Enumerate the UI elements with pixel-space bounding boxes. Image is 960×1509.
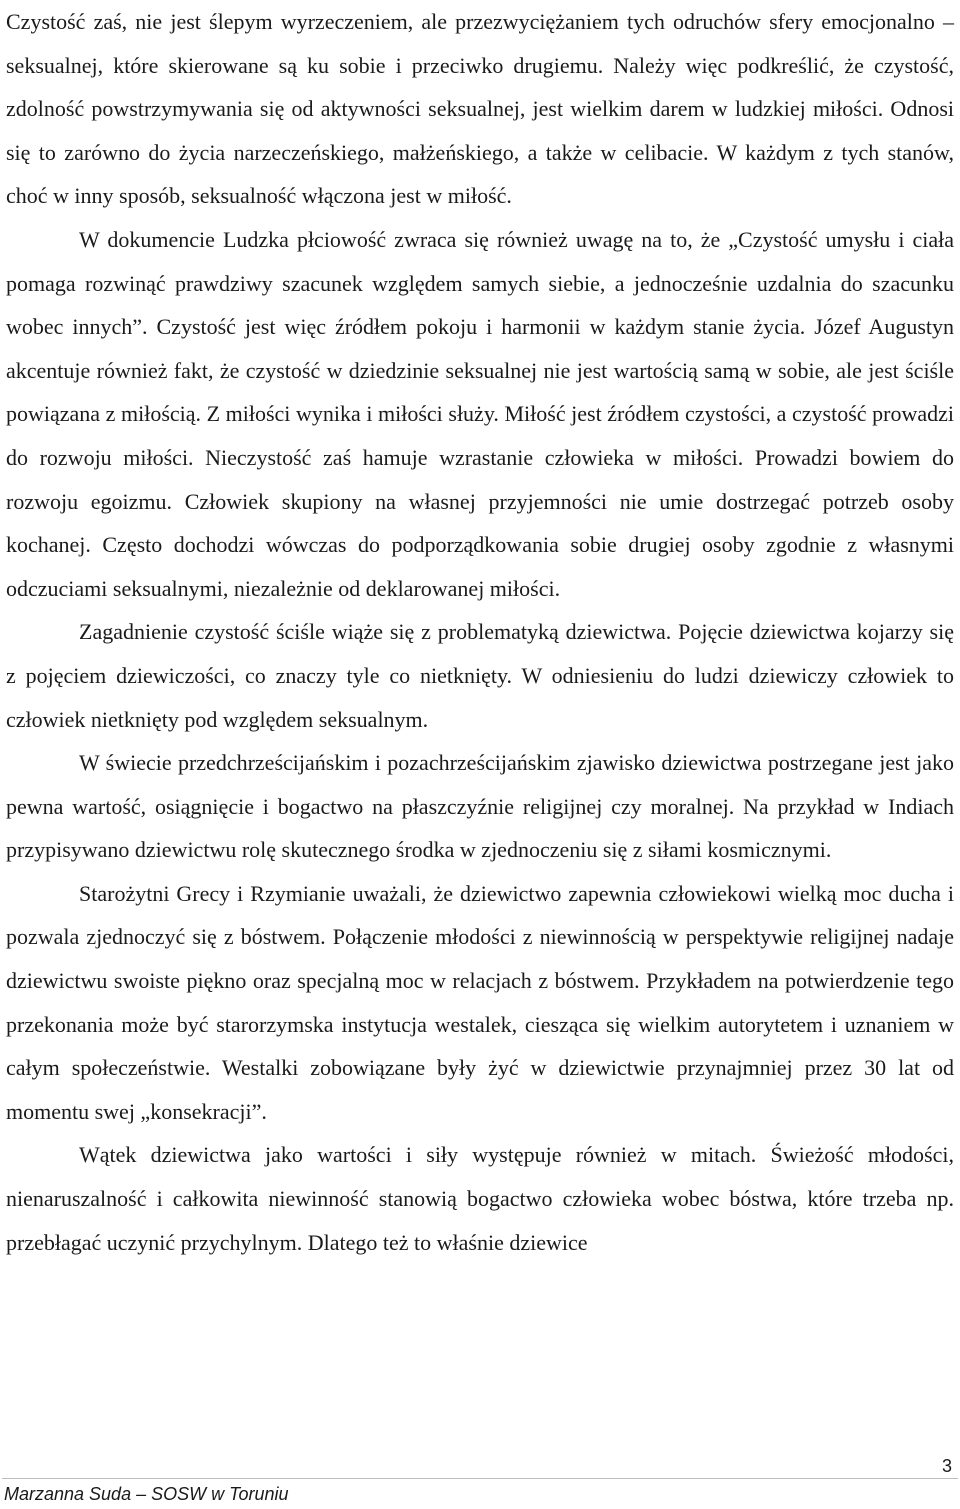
footer-author-line: Marzanna Suda – SOSW w Toruniu bbox=[4, 1484, 289, 1504]
footer-divider bbox=[2, 1478, 958, 1479]
page-footer bbox=[0, 1456, 960, 1509]
document-page bbox=[6, 0, 954, 1264]
paragraph-1: Czystość zaś, nie jest ślepym wyrzeczeniem, ale przezwyciężaniem tych odruchów sfery emocjonalno – seksualnej, które skierowane są ku sobie i przeciwko drugiemu. Należy więc podkreślić, że czystość, zdolność powstrzymywania się od aktywności seksualnej, jest wielkim darem w ludzkiej miłości. Odnosi się to zarówno do życia narzeczeńskiego, małżeńskiego, a także w celibacie. W każdym z tych stanów, choć w inny sposób, seksualność włączona jest w miłość. bbox=[6, 9, 954, 209]
paragraph-3: Zagadnienie czystość ściśle wiąże się z problematyką dziewictwa. Pojęcie dziewictwa kojarzy się z pojęciem dziewiczości, co znaczy tyle co nietknięty. W odniesieniu do ludzi dziewiczy człowiek to człowiek nietknięty pod względem seksualnym. bbox=[6, 619, 954, 732]
paragraph-2: W dokumencie Ludzka płciowość zwraca się również uwagę na to, że „Czystość umysłu i ciała pomaga rozwinąć prawdziwy szacunek względem samych siebie, a jednocześnie uzdalnia do szacunku wobec innych”. Czystość jest więc źródłem pokoju i harmonii w każdym stanie życia. Józef Augustyn akcentuje również fakt, że czystość w dziedzinie seksualnej nie jest wartością samą w sobie, ale jest ściśle powiązana z miłością. Z miłości wynika i miłości służy. Miłość jest źródłem czystości, a czystość prowadzi do rozwoju miłości. Nieczystość zaś hamuje wzrastanie człowieka w miłości. Prowadzi bowiem do rozwoju egoizmu. Człowiek skupiony na własnej przyjemności nie umie dostrzegać potrzeb osoby kochanej. Często dochodzi wówczas do podporządkowania sobie drugiej osoby zgodnie z własnymi odczuciami seksualnymi, niezależnie od deklarowanej miłości. bbox=[6, 226, 954, 601]
paragraph-4: W świecie przedchrześcijańskim i pozachrześcijańskim zjawisko dziewictwa postrzegane jest jako pewna wartość, osiągnięcie i bogactwo na płaszczyźnie religijnej czy moralnej. Na przykład w Indiach przypisywano dziewictwu rolę skutecznego środka w zjednoczeniu się z siłami kosmicznymi. bbox=[6, 750, 954, 863]
page-number: 3 bbox=[941, 1456, 952, 1476]
document-body bbox=[6, 0, 954, 1264]
paragraph-6: Wątek dziewictwa jako wartości i siły występuje również w mitach. Świeżość młodości, nienaruszalność i całkowita niewinność stanowią bogactwo człowieka wobec bóstwa, które trzeba np. przebłagać uczynić przychylnym. Dlatego też to właśnie dziewice bbox=[6, 1142, 954, 1255]
paragraph-5: Starożytni Grecy i Rzymianie uważali, że dziewictwo zapewnia człowiekowi wielką moc ducha i pozwala zjednoczyć się z bóstwem. Połączenie młodości z niewinnością w perspektywie religijnej nadaje dziewictwu swoiste piękno oraz specjalną moc w relacjach z bóstwem. Przykładem na potwierdzenie tego przekonania może być starorzymska instytucja westalek, ciesząca się wielkim autorytetem i uznaniem w całym społeczeństwie. Westalki zobowiązane były żyć w dziewictwie przynajmniej przez 30 lat od momentu swej „konsekracji”. bbox=[6, 880, 954, 1124]
